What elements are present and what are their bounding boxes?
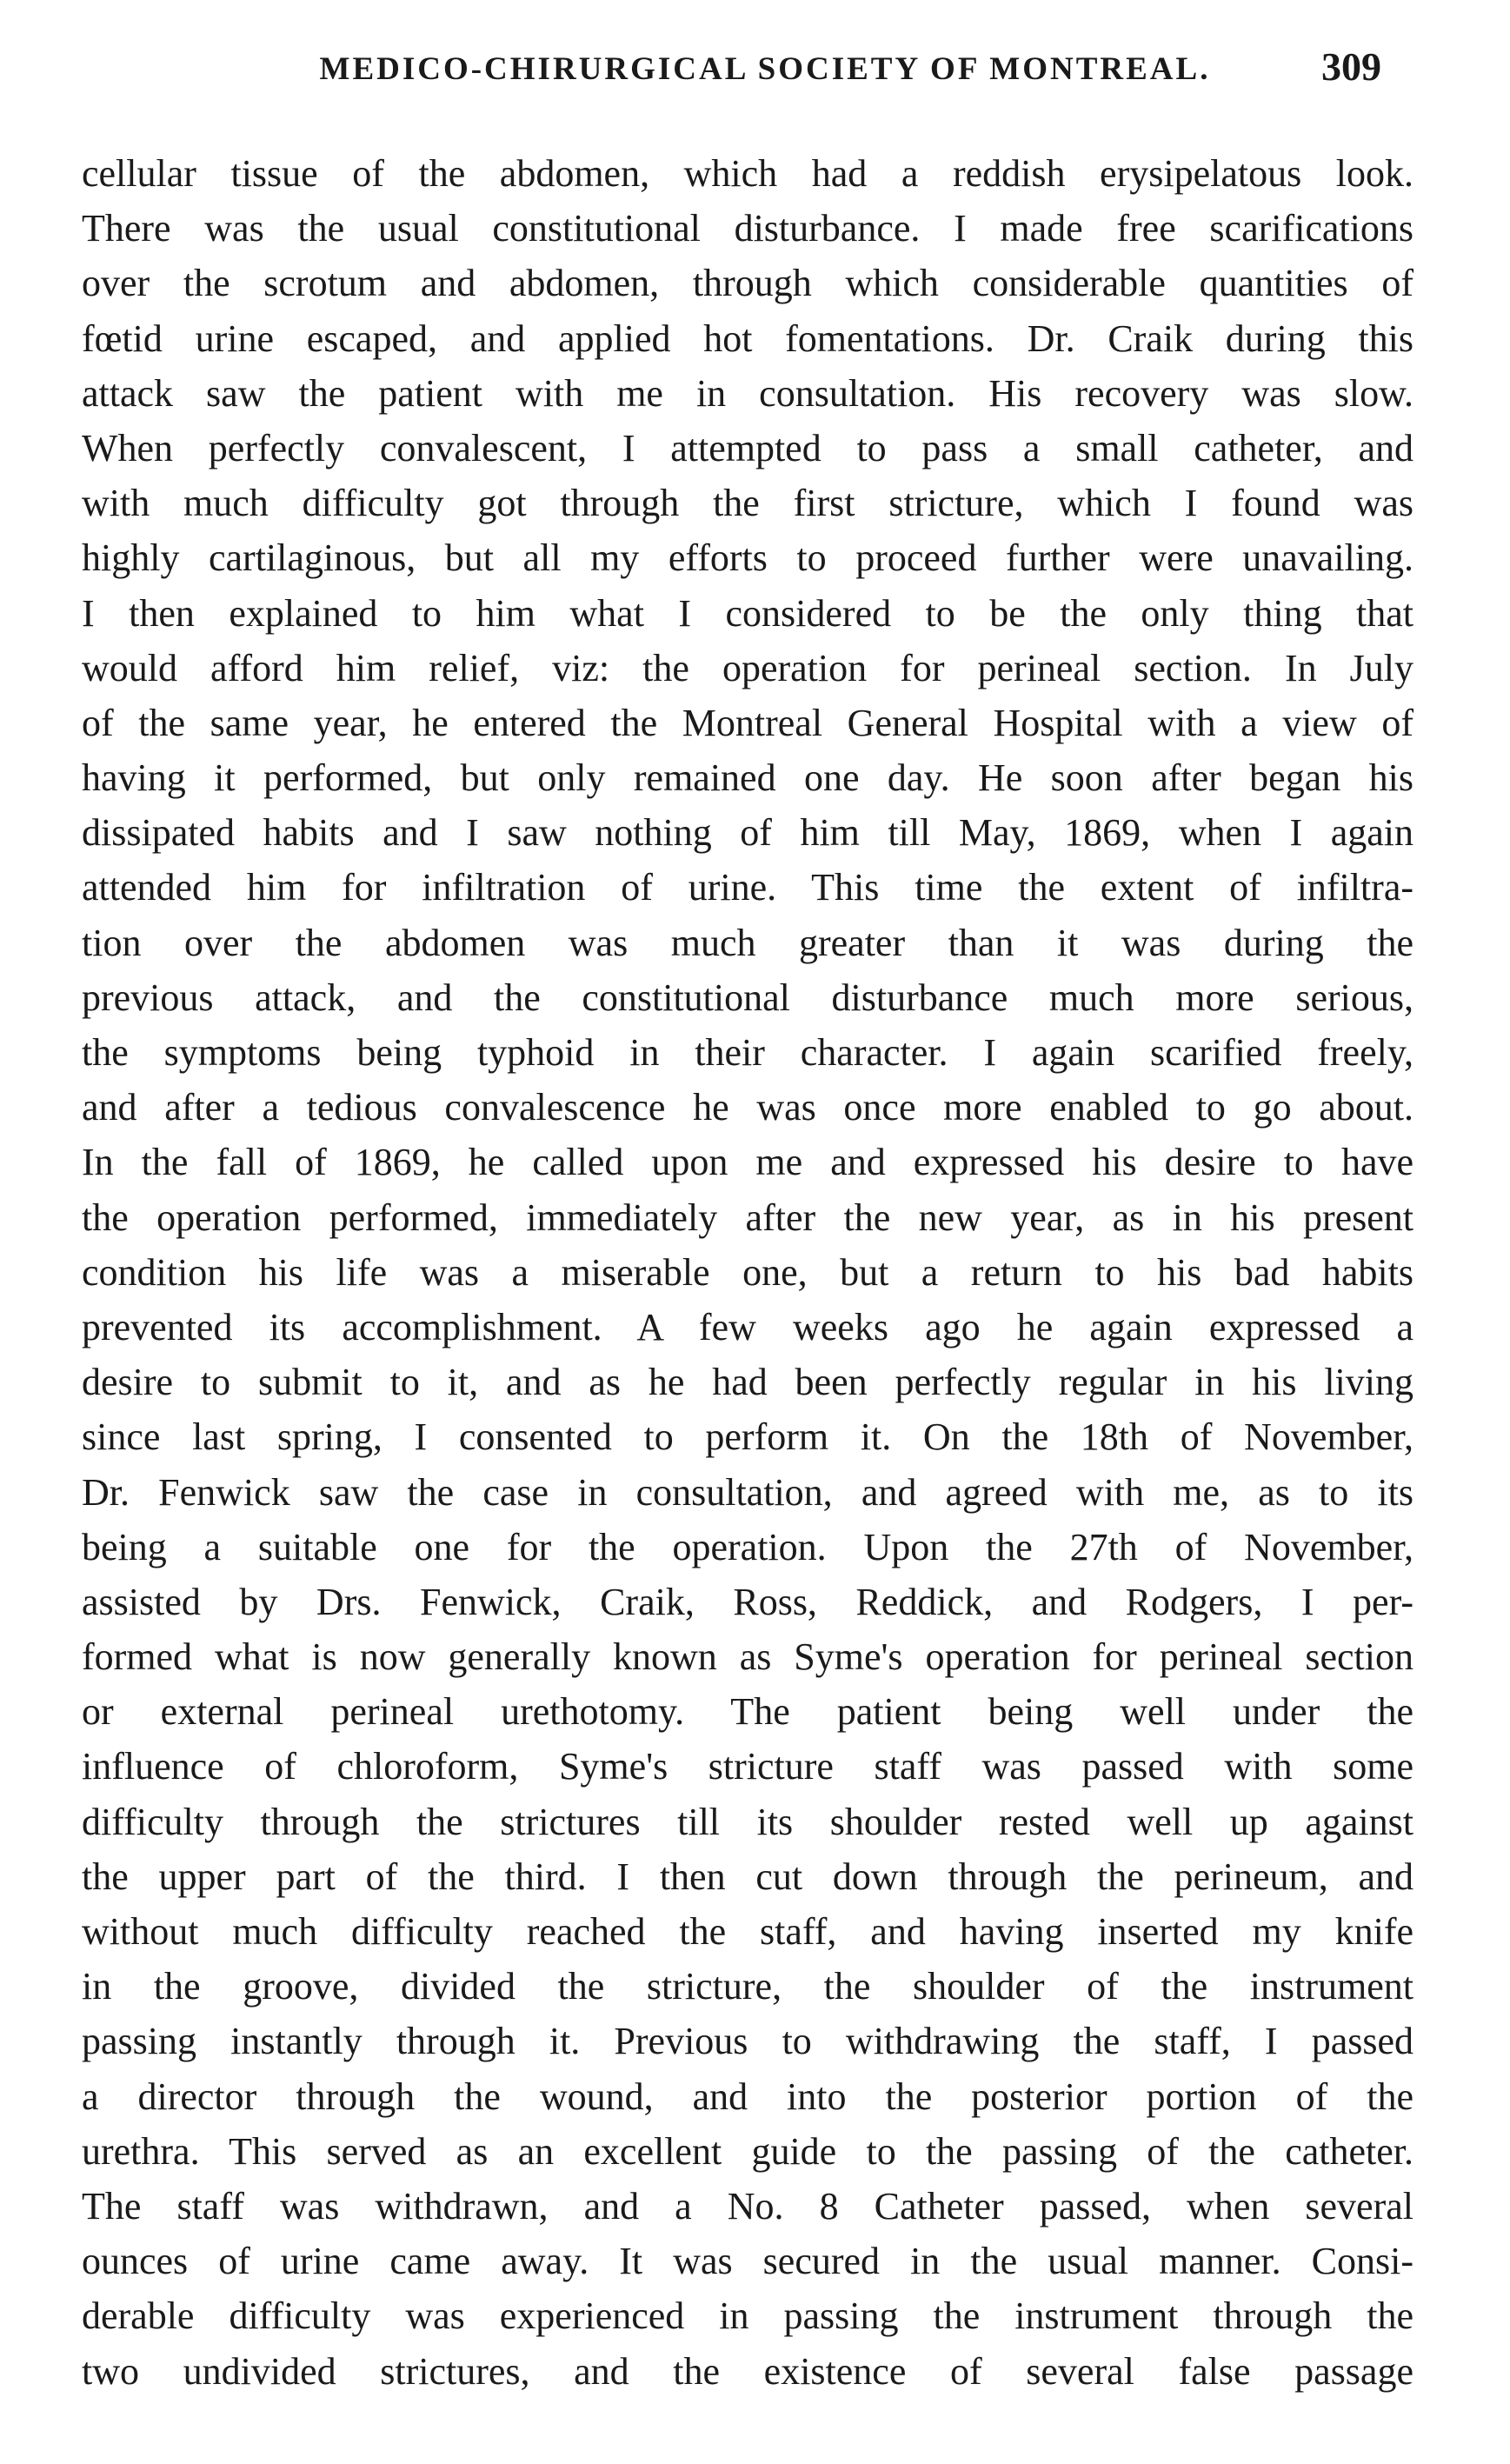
text-line: There was the usual constitutional disturbance. I made free scarifications xyxy=(82,207,1414,250)
running-title: MEDICO-CHIRURGICAL SOCIETY OF MONTREAL. xyxy=(319,51,1211,87)
text-line: or external perineal urethotomy. The patient being well under the xyxy=(82,1690,1414,1734)
text-line: urethra. This served as an excellent guide to the passing of the catheter. xyxy=(82,2129,1414,2173)
text-line: ounces of urine came away. It was secured in the usual manner. Consi- xyxy=(82,2240,1414,2283)
text-line: in the groove, divided the stricture, the shoulder of the instrument xyxy=(82,1965,1414,2008)
text-line: assisted by Drs. Fenwick, Craik, Ross, Reddick, and Rodgers, I per- xyxy=(82,1580,1414,1623)
text-line: attended him for infiltration of urine. This time the extent of infiltra- xyxy=(82,866,1414,909)
text-line: of the same year, he entered the Montreal General Hospital with a view of xyxy=(82,701,1414,744)
text-line: the symptoms being typhoid in their character. I again scarified freely, xyxy=(82,1031,1414,1074)
text-line: influence of chloroform, Syme's stricture staff was passed with some xyxy=(82,1745,1414,1788)
text-line: The staff was withdrawn, and a No. 8 Catheter passed, when several xyxy=(82,2184,1414,2228)
text-line: the operation performed, immediately after the new year, as in his present xyxy=(82,1195,1414,1239)
text-line: with much difficulty got through the first stricture, which I found was xyxy=(82,482,1414,525)
text-line: difficulty through the strictures till its shoulder rested well up against xyxy=(82,1800,1414,1843)
text-line: a director through the wound, and into the posterior portion of the xyxy=(82,2074,1414,2118)
text-line: since last spring, I consented to perform it. On the 18th of November, xyxy=(82,1415,1414,1459)
text-line: When perfectly convalescent, I attempted to pass a small catheter, and xyxy=(82,426,1414,469)
text-line: dissipated habits and I saw nothing of him till May, 1869, when I again xyxy=(82,811,1414,855)
text-line: Dr. Fenwick saw the case in consultation, and agreed with me, as to its xyxy=(82,1470,1414,1514)
text-line: having it performed, but only remained one day. He soon after began his xyxy=(82,756,1414,800)
page-number: 309 xyxy=(1321,44,1381,89)
text-line: and after a tedious convalescence he was once more enabled to go about. xyxy=(82,1086,1414,1129)
text-line: formed what is now generally known as Syme's operation for perineal section xyxy=(82,1635,1414,1679)
text-line: passing instantly through it. Previous to withdrawing the staff, I passed xyxy=(82,2020,1414,2063)
text-line: over the scrotum and abdomen, through which considerable quantities of xyxy=(82,262,1414,305)
text-line: without much difficulty reached the staff, and having inserted my knife xyxy=(82,1910,1414,1953)
text-line: tion over the abdomen was much greater than it was during the xyxy=(82,921,1414,964)
text-line: highly cartilaginous, but all my efforts to proceed further were unavailing. xyxy=(82,536,1414,580)
text-line: the upper part of the third. I then cut down through the perineum, and xyxy=(82,1855,1414,1898)
text-line: previous attack, and the constitutional disturbance much more serious, xyxy=(82,976,1414,1019)
text-line: attack saw the patient with me in consultation. His recovery was slow. xyxy=(82,371,1414,415)
text-line: In the fall of 1869, he called upon me and expressed his desire to have xyxy=(82,1141,1414,1184)
text-line: being a suitable one for the operation. Upon the 27th of November, xyxy=(82,1525,1414,1568)
text-line: fœtid urine escaped, and applied hot fomentations. Dr. Craik during this xyxy=(82,316,1414,360)
text-line: condition his life was a miserable one, but a return to his bad habits xyxy=(82,1250,1414,1294)
text-line: cellular tissue of the abdomen, which had a reddish erysipelatous look. xyxy=(82,152,1414,195)
text-line: would afford him relief, viz: the operation for perineal section. In July xyxy=(82,646,1414,689)
text-line: I then explained to him what I considered to be the only thing that xyxy=(82,591,1414,635)
text-line: desire to submit to it, and as he had been perfectly regular in his living xyxy=(82,1361,1414,1404)
text-line: two undivided strictures, and the existence of several false passage xyxy=(82,2349,1414,2393)
text-line: derable difficulty was experienced in passing the instrument through the xyxy=(82,2294,1414,2338)
body-text xyxy=(82,146,1414,2399)
text-line: prevented its accomplishment. A few weeks ago he again expressed a xyxy=(82,1305,1414,1349)
